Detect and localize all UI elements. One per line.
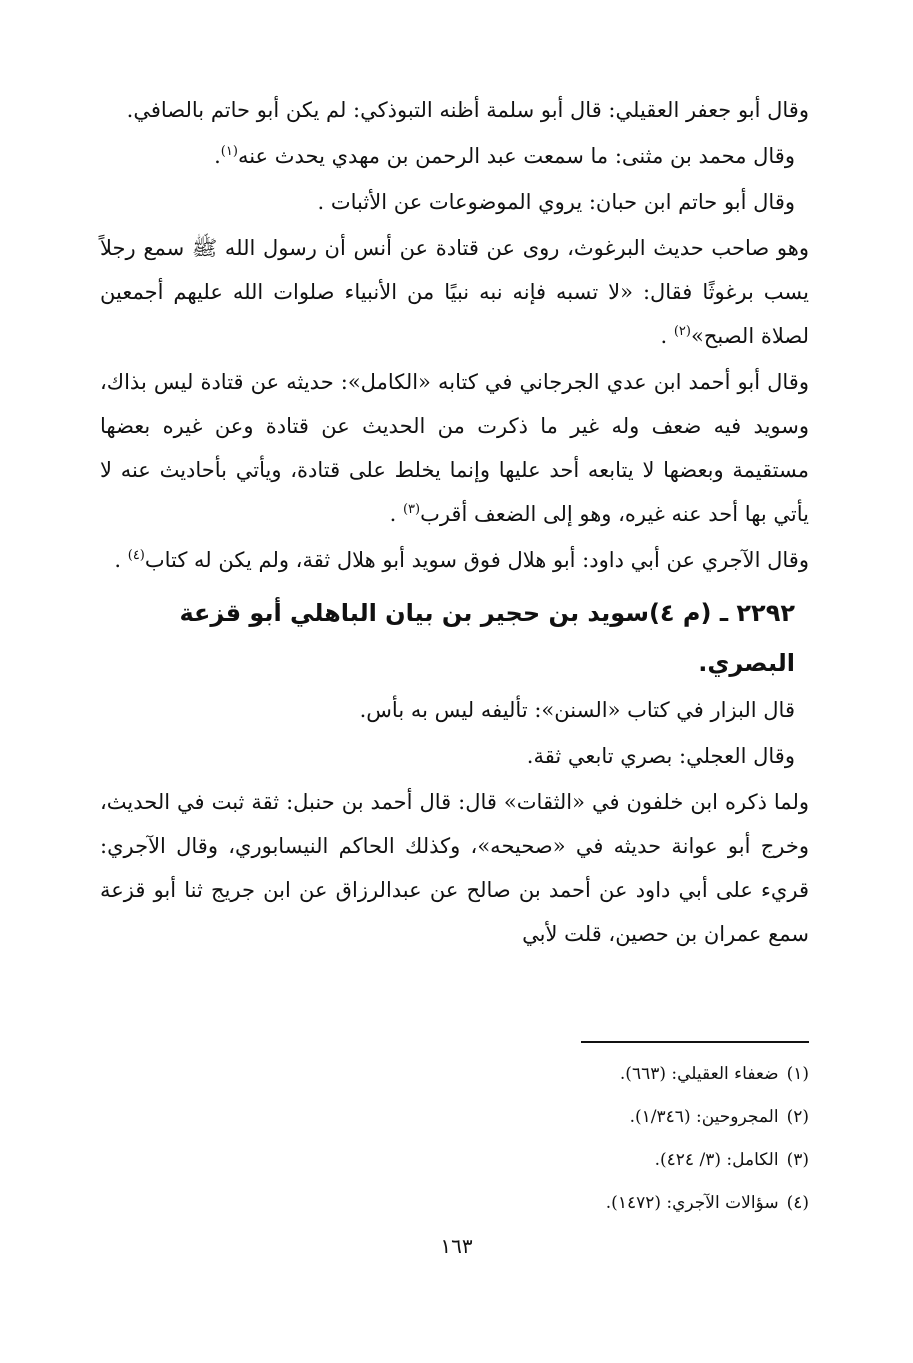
footnote-1 xyxy=(300,1053,809,1096)
paragraph-ijli xyxy=(100,734,809,778)
footnote-divider xyxy=(581,1041,809,1043)
paragraph-ibn-hibban xyxy=(100,180,809,224)
paragraph-text: وقال محمد بن مثنى: ما سمعت عبد الرحمن بن مهدي يحدث عنه xyxy=(237,144,795,168)
paragraph-ajurri xyxy=(100,538,809,582)
footnote-ref-1[interactable]: (١) xyxy=(220,144,238,159)
paragraph-ibn-khalfun xyxy=(100,780,809,956)
footnote-text: الكامل: (٣/ ٤٢٤). xyxy=(654,1150,779,1170)
paragraph-aqili xyxy=(100,88,809,132)
footnote-4 xyxy=(300,1182,809,1225)
paragraph-tail: . xyxy=(214,144,221,168)
footnote-3 xyxy=(300,1139,809,1182)
main-text xyxy=(100,88,809,956)
footnote-number: (٤) xyxy=(786,1193,809,1213)
paragraph-barghuth xyxy=(100,226,809,358)
paragraph-bazzar xyxy=(100,688,809,732)
footnotes xyxy=(300,1053,809,1225)
entry-heading: ٢٢٩٢ ـ (م ٤)سويد بن حجير بن بيان الباهلي أبو قزعة البصري. xyxy=(179,599,795,677)
page-number: ١٦٣ xyxy=(440,1234,473,1258)
paragraph-muthanna xyxy=(100,134,809,178)
paragraph-text: ولما ذكره ابن خلفون في «الثقات» قال: قال أحمد بن حنبل: ثقة ثبت في الحديث، وخرج أبو عوانة حديثه في «صحيحه»، وكذلك الحاكم النيسابوري، وقال الآجري: قريء على أبي داود عن أحمد بن صالح عن عبدالرزاق عن ابن جريج ثنا أبو قزعة سمع عمران بن حصين، قلت لأبي xyxy=(100,790,809,946)
footnote-2 xyxy=(300,1096,809,1139)
paragraph-ibn-adi xyxy=(100,360,809,536)
footnote-number: (٣) xyxy=(786,1150,809,1170)
footnote-ref-3[interactable]: (٣) xyxy=(402,502,421,517)
paragraph-text: وقال الآجري عن أبي داود: أبو هلال فوق سويد أبو هلال ثقة، ولم يكن له كتاب xyxy=(144,548,809,572)
paragraph-text: وقال أبو جعفر العقيلي: قال أبو سلمة أظنه التبوذكي: لم يكن أبو حاتم بالصافي. xyxy=(126,98,809,122)
paragraph-tail: . xyxy=(660,324,674,348)
paragraph-text: وهو صاحب حديث البرغوث، روى عن قتادة عن أنس أن رسول الله ﷺ سمع رجلاً يسب برغوثًا فقال: «لا تسبه فإنه نبه نبيًا من الأنبياء صلوات الله عليهم أجمعين لصلاة الصبح» xyxy=(100,236,809,348)
footnote-number: (١) xyxy=(786,1064,809,1084)
paragraph-text: وقال أبو أحمد ابن عدي الجرجاني في كتابه «الكامل»: حديثه عن قتادة ليس بذاك، وسويد فيه ضعف وله غير ما ذكرت من الحديث عن قتادة وعن غيره بعضها مستقيمة وبعضها لا يتابعه أحد عليها وإنما يخلط على قتادة، ويأتي بأحاديث عنه لا يأتي بها أحد عنه غيره، وهو إلى الضعف أقرب xyxy=(100,370,809,526)
paragraph-text: قال البزار في كتاب «السنن»: تأليفه ليس به بأس. xyxy=(359,698,795,722)
paragraph-tail: . xyxy=(389,502,403,526)
paragraph-text: وقال أبو حاتم ابن حبان: يروي الموضوعات عن الأثبات . xyxy=(317,190,795,214)
paragraph-text: وقال العجلي: بصري تابعي ثقة. xyxy=(526,744,795,768)
footnote-ref-4[interactable]: (٤) xyxy=(127,548,145,563)
footnote-ref-2[interactable]: (٢) xyxy=(673,324,691,339)
footnote-text: سؤالات الآجري: (١٤٧٢). xyxy=(605,1193,779,1213)
footnote-text: ضعفاء العقيلي: (٦٦٣). xyxy=(619,1064,779,1084)
footnote-text: المجروحين: (١/٣٤٦). xyxy=(629,1107,779,1127)
footnote-number: (٢) xyxy=(786,1107,809,1127)
paragraph-tail: . xyxy=(114,548,128,572)
